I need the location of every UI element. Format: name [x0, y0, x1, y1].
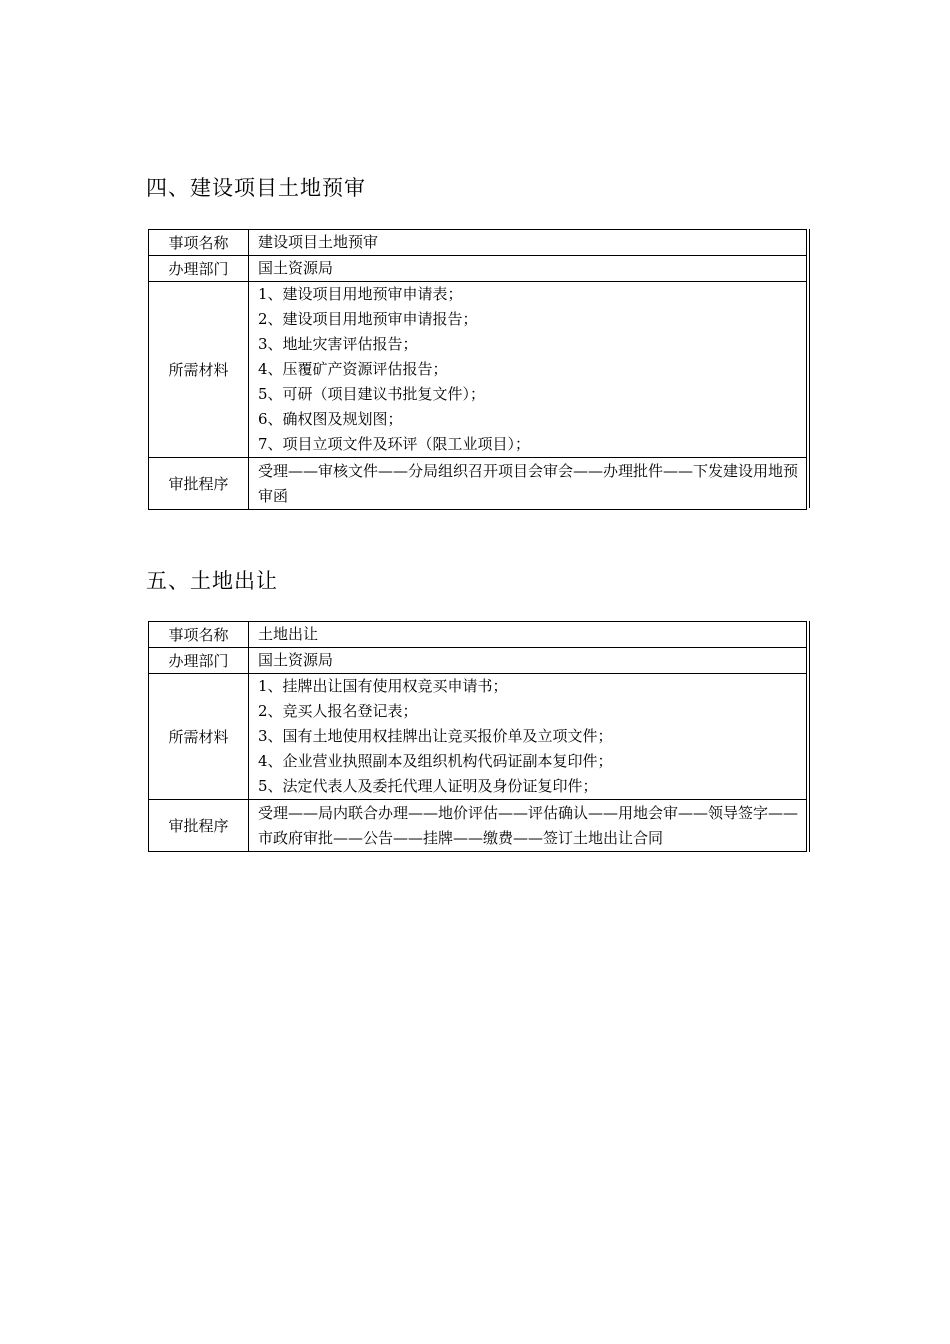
item-name-value: 建设项目土地预审 [249, 230, 807, 256]
section-title-2: 五、土地出让 [146, 569, 278, 593]
table-row [149, 282, 807, 458]
table-row [149, 674, 807, 800]
list-item: 4、压覆矿产资源评估报告； [258, 360, 448, 378]
item-name-value: 土地出让 [249, 622, 807, 648]
procedure-value: 受理——局内联合办理——地价评估——评估确认——用地会审——领导签字——市政府审批——公告——挂牌——缴费——签订土地出让合同 [249, 800, 807, 852]
list-item: 5、可研（项目建议书批复文件）； [258, 385, 486, 403]
approval-table-1 [148, 229, 807, 510]
materials-list [249, 674, 807, 800]
procedure-label: 审批程序 [149, 458, 249, 510]
list-item: 3、国有土地使用权挂牌出让竞买报价单及立项文件； [258, 727, 613, 745]
materials-list [249, 282, 807, 458]
list-item: 4、企业营业执照副本及组织机构代码证副本复印件； [258, 752, 613, 770]
table-row [149, 256, 807, 282]
department-label: 办理部门 [149, 256, 249, 282]
department-label: 办理部门 [149, 648, 249, 674]
table-row [149, 230, 807, 256]
section-title-1: 四、建设项目土地预审 [146, 176, 366, 200]
list-item: 3、地址灾害评估报告； [258, 335, 418, 353]
list-item: 1、建设项目用地预审申请表； [258, 285, 463, 303]
table-row [149, 800, 807, 852]
procedure-label: 审批程序 [149, 800, 249, 852]
table-row [149, 622, 807, 648]
materials-label: 所需材料 [149, 674, 249, 800]
list-item: 7、项目立项文件及环评（限工业项目）； [258, 435, 531, 453]
list-item: 6、确权图及规划图； [258, 410, 403, 428]
table-right-border [809, 621, 810, 852]
materials-label: 所需材料 [149, 282, 249, 458]
list-item: 2、竞买人报名登记表； [258, 702, 418, 720]
table-row [149, 648, 807, 674]
table-right-border [809, 229, 810, 508]
department-value: 国土资源局 [249, 648, 807, 674]
item-name-label: 事项名称 [149, 230, 249, 256]
table-row [149, 458, 807, 510]
list-item: 5、法定代表人及委托代理人证明及身份证复印件； [258, 777, 598, 795]
approval-table-2 [148, 621, 807, 852]
department-value: 国土资源局 [249, 256, 807, 282]
procedure-value: 受理——审核文件——分局组织召开项目会审会——办理批件——下发建设用地预审函 [249, 458, 807, 510]
list-item: 2、建设项目用地预审申请报告； [258, 310, 478, 328]
item-name-label: 事项名称 [149, 622, 249, 648]
list-item: 1、挂牌出让国有使用权竞买申请书； [258, 677, 508, 695]
